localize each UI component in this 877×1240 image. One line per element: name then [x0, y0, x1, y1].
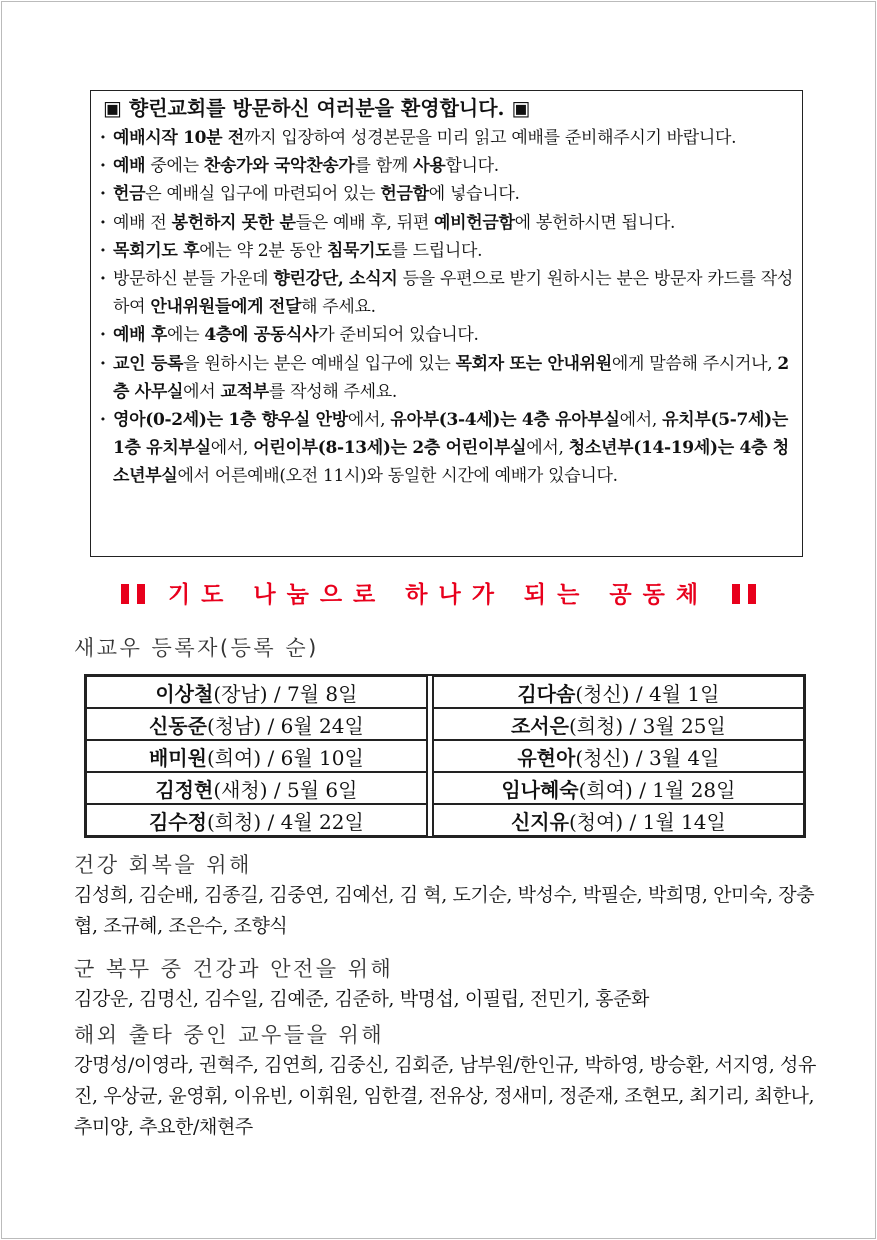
welcome-item-text: 합니다.	[445, 156, 499, 177]
welcome-title	[103, 93, 794, 123]
welcome-item-text: 유치부(5-7세)는 1층 유치부실	[113, 410, 789, 459]
table-row	[86, 772, 804, 804]
welcome-item	[99, 180, 794, 208]
registrant-group: (희여)	[578, 777, 633, 802]
red-bar-icon	[732, 584, 740, 604]
registrant-group: (희청)	[206, 809, 262, 834]
welcome-item-text: 청소년부(14-19세)는 4층 청소년부실	[113, 438, 789, 487]
registrant-cell	[433, 772, 804, 804]
welcome-item-text: 를 함께	[354, 156, 414, 177]
registrant-cell	[86, 676, 427, 708]
table-row	[86, 676, 804, 708]
welcome-item-text: 침묵기도	[326, 240, 392, 261]
registrant-cell	[433, 708, 804, 740]
welcome-item-text: 4층에 공동식사	[204, 325, 319, 346]
welcome-item-text: 교적부	[220, 381, 269, 402]
registration-heading: 새교우 등록자(등록 순)	[74, 636, 319, 660]
registrant-date: / 5월 6일	[273, 777, 358, 802]
registrant-date: / 1월 14일	[629, 809, 726, 834]
registrant-group: (희여)	[206, 745, 262, 770]
registrant-name: 이상철	[155, 681, 214, 706]
registrant-date: / 4월 1일	[635, 681, 720, 706]
welcome-item-text: 에는 약 2분 동안	[199, 240, 327, 261]
prayer-banner	[0, 578, 877, 612]
registrant-cell	[86, 708, 427, 740]
welcome-item-text: 2층 사무실	[113, 353, 789, 402]
overseas-names: 강명성/이영라, 권혁주, 김연희, 김중신, 김회준, 남부원/한인규, 박하영, 방승환, 서지영, 성유진, 우상균, 윤영휘, 이유빈, 이휘원, 임한결, 전유상, 정새미, 정준재, 조현모, 최기리, 최한나, 추미양, 추요한/채현주	[74, 1054, 816, 1138]
welcome-item-text: 교인 등록	[113, 353, 184, 374]
registrant-name: 조서은	[510, 713, 569, 738]
welcome-list	[99, 124, 794, 491]
registrant-cell	[86, 772, 427, 804]
welcome-item-text: 에서,	[619, 410, 663, 431]
health-heading: 건강 회복을 위해	[74, 853, 252, 877]
registrant-name: 배미원	[148, 745, 207, 770]
registrant-group: (희청)	[568, 713, 624, 738]
registrant-name: 임나혜숙	[501, 777, 579, 802]
registrant-name: 유현아	[517, 745, 576, 770]
welcome-item-text: 예배시작 10분 전	[113, 128, 245, 148]
welcome-item	[99, 321, 794, 349]
welcome-item-text: 예배 후	[113, 325, 167, 346]
welcome-item-text: 에 봉헌하시면 됩니다.	[514, 212, 676, 233]
welcome-item-text: 영아(0-2세)는 1층 향우실 안방	[113, 410, 348, 431]
welcome-title-text: 향린교회를 방문하신 여러분을 환영합니다.	[128, 96, 505, 120]
registrant-group: (청신)	[575, 745, 630, 770]
welcome-item-text: 중에는	[145, 156, 204, 177]
table-row	[86, 804, 804, 836]
red-bar-icon	[137, 584, 145, 604]
banner-text: 기도 나눔으로 하나가 되는 공동체	[167, 582, 710, 608]
registrant-cell	[433, 804, 804, 836]
military-heading: 군 복무 중 건강과 안전을 위해	[74, 957, 394, 981]
registrant-cell	[86, 740, 427, 772]
welcome-item-text: 에서,	[526, 438, 569, 459]
welcome-item	[99, 209, 794, 237]
welcome-item-text: 를 드립니다.	[391, 240, 483, 261]
registrant-cell	[433, 676, 804, 708]
military-names: 김강운, 김명신, 김수일, 김예준, 김준하, 박명섭, 이필립, 전민기, 홍준화	[74, 988, 649, 1010]
welcome-item-text: 목회기도 후	[113, 240, 200, 261]
welcome-item-text: 에서 어른예배(오전 11시)와 동일한 시간에 예배가 있습니다.	[177, 466, 618, 487]
welcome-item	[99, 350, 794, 406]
registrant-group: (청신)	[575, 681, 630, 706]
welcome-item-text: 헌금함	[380, 184, 429, 205]
welcome-item-text: 어린이부(8-13세)는 2층 어린이부실	[253, 438, 527, 459]
table-row	[86, 740, 804, 772]
registrant-name: 김수정	[148, 809, 207, 834]
welcome-item-text: 에게 말씀해 주시거나,	[611, 353, 778, 374]
welcome-item-text: 에서	[183, 381, 221, 402]
welcome-item-text: 에서,	[210, 438, 254, 459]
registrant-date: / 4월 22일	[267, 809, 364, 834]
welcome-item-text: 를 작성해 주세요.	[268, 381, 398, 402]
welcome-item-text: 예배	[113, 156, 146, 177]
welcome-item-text: 찬송가와 국악찬송가	[203, 156, 355, 177]
welcome-item-text: 들은 예배 후, 뒤편	[295, 212, 435, 233]
welcome-item-text: 사용	[413, 156, 446, 177]
registrant-date: / 1월 28일	[639, 777, 736, 802]
welcome-item	[99, 124, 794, 152]
registrant-date: / 7월 8일	[273, 681, 358, 706]
welcome-item-text: 에 넣습니다.	[428, 184, 520, 205]
registrant-name: 김정현	[155, 777, 214, 802]
welcome-item	[99, 152, 794, 180]
welcome-item-text: 방문하신 분들 가운데	[113, 269, 274, 290]
welcome-item-text: 안내위원들에게 전달	[150, 297, 302, 318]
registrant-name: 신동준	[148, 713, 207, 738]
registrant-cell	[433, 740, 804, 772]
registrant-date: / 6월 24일	[267, 713, 364, 738]
square-marker-icon: ▣	[103, 96, 122, 120]
welcome-item-text: 봉헌하지 못한 분	[171, 212, 296, 233]
square-marker-icon: ▣	[511, 96, 531, 120]
registrant-cell	[86, 804, 427, 836]
health-names: 김성희, 김순배, 김종길, 김중연, 김예선, 김 혁, 도기순, 박성수, 박필순, 박희명, 안미숙, 장충협, 조규혜, 조은수, 조향식	[74, 884, 815, 937]
red-bar-icon	[748, 584, 756, 604]
welcome-box	[90, 90, 803, 557]
welcome-item-text: 까지 입장하여 성경본문을 미리 읽고 예배를 준비해주시기 바랍니다.	[244, 128, 737, 148]
registrant-date: / 3월 25일	[629, 713, 726, 738]
welcome-item-text: 에서,	[347, 410, 391, 431]
red-bar-icon	[121, 584, 129, 604]
welcome-item-text: 헌금	[113, 184, 146, 205]
welcome-item-text: 향린강단, 소식지	[273, 269, 398, 290]
registrant-group: (장남)	[213, 681, 268, 706]
welcome-item-text: 은 예배실 입구에 마련되어 있는	[145, 184, 381, 205]
welcome-item	[99, 265, 794, 321]
registrant-date: / 6월 10일	[267, 745, 364, 770]
welcome-item-text: 등을 우편으로 받기 원하시는 분은 방문자 카드를 작성하여	[113, 269, 794, 318]
welcome-item-text: 유아부(3-4세)는 4층 유아부실	[390, 410, 620, 431]
registrant-date: / 3월 4일	[635, 745, 720, 770]
overseas-heading: 해외 출타 중인 교우들을 위해	[74, 1023, 385, 1047]
welcome-item-text: 가 준비되어 있습니다.	[318, 325, 479, 346]
welcome-item-text: 에는	[167, 325, 205, 346]
welcome-item-text: 예배 전	[113, 212, 172, 233]
welcome-item	[99, 237, 794, 265]
welcome-item-text: 예비헌금함	[434, 212, 515, 233]
table-row	[86, 708, 804, 740]
registrant-name: 김다솜	[517, 681, 576, 706]
welcome-item-text: 해 주세요.	[301, 297, 376, 318]
registration-table	[84, 674, 806, 838]
welcome-item-text: 목회자 또는 안내위원	[455, 353, 612, 374]
registrant-group: (새청)	[213, 777, 268, 802]
registrant-name: 신지유	[510, 809, 569, 834]
registrant-group: (청여)	[568, 809, 624, 834]
registrant-group: (청남)	[206, 713, 262, 738]
welcome-item-text: 을 원하시는 분은 예배실 입구에 있는	[183, 353, 456, 374]
welcome-item	[99, 406, 794, 491]
